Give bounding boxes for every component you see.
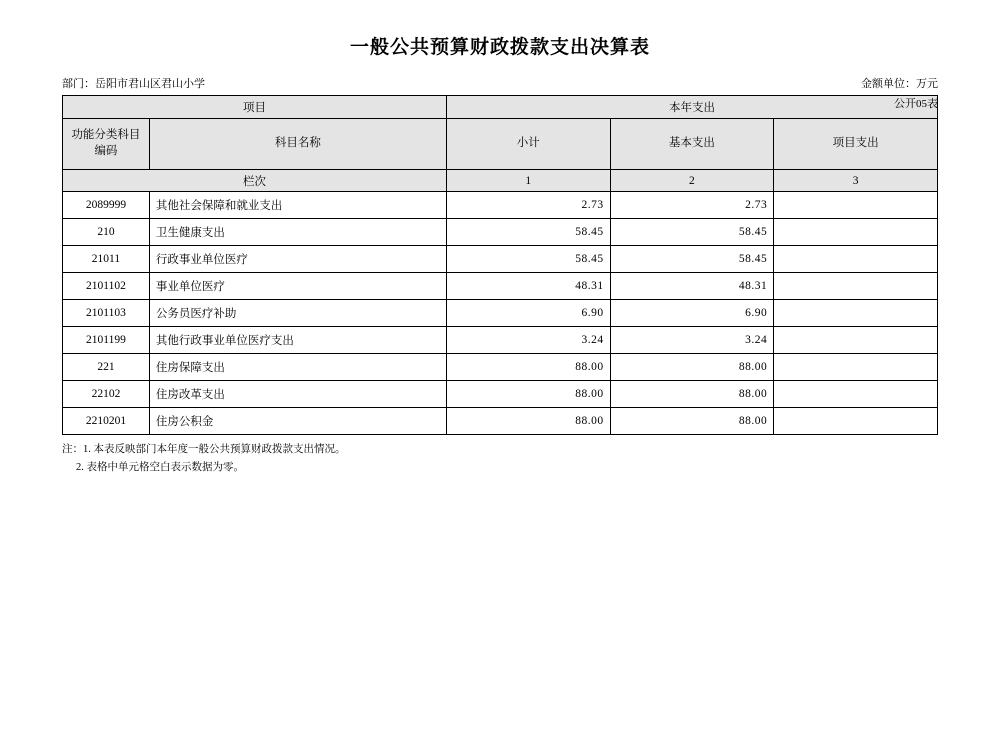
- column-number-label: 栏次: [63, 170, 447, 192]
- table-notes: [62, 441, 938, 477]
- table-row: [63, 408, 938, 435]
- cell-code: 221: [63, 354, 150, 381]
- column-header-subtotal: 小计: [446, 119, 610, 170]
- cell-project: [774, 192, 938, 219]
- column-header-code: 功能分类科目编码: [63, 119, 150, 170]
- cell-project: [774, 408, 938, 435]
- cell-name: 事业单位医疗: [149, 273, 446, 300]
- cell-basic: 2.73: [610, 192, 774, 219]
- cell-name: 其他行政事业单位医疗支出: [149, 327, 446, 354]
- cell-project: [774, 219, 938, 246]
- cell-basic: 88.00: [610, 381, 774, 408]
- cell-name: 卫生健康支出: [149, 219, 446, 246]
- table-row: [63, 192, 938, 219]
- column-number-3: 3: [774, 170, 938, 192]
- cell-name: 行政事业单位医疗: [149, 246, 446, 273]
- cell-basic: 48.31: [610, 273, 774, 300]
- cell-basic: 3.24: [610, 327, 774, 354]
- table-column-number-row: [63, 170, 938, 192]
- cell-project: [774, 246, 938, 273]
- cell-name: 公务员医疗补助: [149, 300, 446, 327]
- cell-project: [774, 327, 938, 354]
- cell-code: 2210201: [63, 408, 150, 435]
- cell-code: 2101102: [63, 273, 150, 300]
- cell-code: 22102: [63, 381, 150, 408]
- cell-subtotal: 48.31: [446, 273, 610, 300]
- group-header-current-year: 本年支出: [446, 96, 937, 119]
- cell-basic: 58.45: [610, 219, 774, 246]
- cell-code: 2101199: [63, 327, 150, 354]
- cell-subtotal: 88.00: [446, 354, 610, 381]
- cell-code: 2101103: [63, 300, 150, 327]
- table-row: [63, 381, 938, 408]
- cell-code: 2089999: [63, 192, 150, 219]
- cell-name: 其他社会保障和就业支出: [149, 192, 446, 219]
- table-group-header-row: [63, 96, 938, 119]
- column-header-name: 科目名称: [149, 119, 446, 170]
- table-row: [63, 273, 938, 300]
- cell-code: 21011: [63, 246, 150, 273]
- column-number-1: 1: [446, 170, 610, 192]
- table-row: [63, 219, 938, 246]
- table-row: [63, 354, 938, 381]
- cell-subtotal: 3.24: [446, 327, 610, 354]
- column-header-project: 项目支出: [774, 119, 938, 170]
- document-page: [0, 32, 1000, 738]
- column-number-2: 2: [610, 170, 774, 192]
- cell-subtotal: 88.00: [446, 381, 610, 408]
- cell-name: 住房保障支出: [149, 354, 446, 381]
- cell-name: 住房改革支出: [149, 381, 446, 408]
- table-body: [63, 192, 938, 435]
- cell-basic: 88.00: [610, 408, 774, 435]
- cell-subtotal: 58.45: [446, 246, 610, 273]
- department-label: 部门：岳阳市君山区君山小学: [62, 78, 205, 90]
- table-row: [63, 327, 938, 354]
- cell-subtotal: 2.73: [446, 192, 610, 219]
- cell-code: 210: [63, 219, 150, 246]
- cell-project: [774, 354, 938, 381]
- cell-basic: 58.45: [610, 246, 774, 273]
- cell-project: [774, 273, 938, 300]
- amount-unit-label: 金额单位：万元: [861, 78, 938, 90]
- cell-basic: 88.00: [610, 354, 774, 381]
- meta-row: [62, 75, 938, 91]
- table-column-header-row: [63, 119, 938, 170]
- note-line-2: 2. 表格中单元格空白表示数据为零。: [76, 461, 244, 473]
- group-header-item: 项目: [63, 96, 447, 119]
- cell-name: 住房公积金: [149, 408, 446, 435]
- cell-basic: 6.90: [610, 300, 774, 327]
- cell-subtotal: 6.90: [446, 300, 610, 327]
- budget-expenditure-table: [62, 95, 938, 435]
- cell-subtotal: 88.00: [446, 408, 610, 435]
- cell-subtotal: 58.45: [446, 219, 610, 246]
- form-code-label: 公开05表: [894, 98, 938, 110]
- note-line-1: 注：1. 本表反映部门本年度一般公共预算财政拨款支出情况。: [62, 444, 346, 455]
- cell-project: [774, 300, 938, 327]
- page-title: 一般公共预算财政拨款支出决算表: [349, 37, 650, 58]
- column-header-basic: 基本支出: [610, 119, 774, 170]
- table-row: [63, 300, 938, 327]
- table-row: [63, 246, 938, 273]
- cell-project: [774, 381, 938, 408]
